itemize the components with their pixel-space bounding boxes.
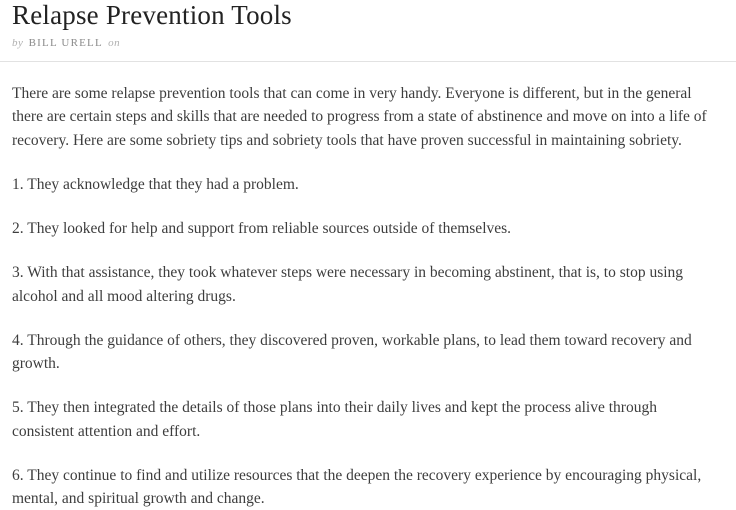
byline-on-label: on: [108, 37, 121, 50]
list-item: 1. They acknowledge that they had a problem.: [12, 175, 299, 193]
byline-author: BILL URELL: [28, 37, 103, 50]
intro-paragraph: There are some relapse prevention tools that can come in very handy. Everyone is different, but in the general there are certain steps and skills that are needed to progress from a state of abstinence and move on into a life of recovery. Here are some sobriety tips and sobriety tools that have proven successful in maintaining sobriety.: [12, 85, 707, 149]
list-item: 4. Through the guidance of others, they discovered proven, workable plans, to lead them toward recovery and growth.: [12, 331, 692, 373]
list-item: 3. With that assistance, they took whatever steps were necessary in becoming abstinent, that is, to stop using alcohol and all mood altering drugs.: [12, 264, 684, 305]
page-title: Relapse Prevention Tools: [12, 0, 292, 30]
byline: [12, 37, 720, 49]
list-item: 6. They continue to find and utilize resources that the deepen the recovery experience by encouraging physical, mental, and spiritual growth and change.: [12, 466, 702, 508]
byline-by-label: by: [12, 37, 24, 50]
header-divider: [0, 61, 736, 62]
list-item: 5. They then integrated the details of those plans into their daily lives and kept the process alive through consistent attention and effort.: [12, 399, 657, 440]
article-body: [12, 82, 720, 510]
list-item: 2. They looked for help and support from reliable sources outside of themselves.: [12, 220, 512, 238]
